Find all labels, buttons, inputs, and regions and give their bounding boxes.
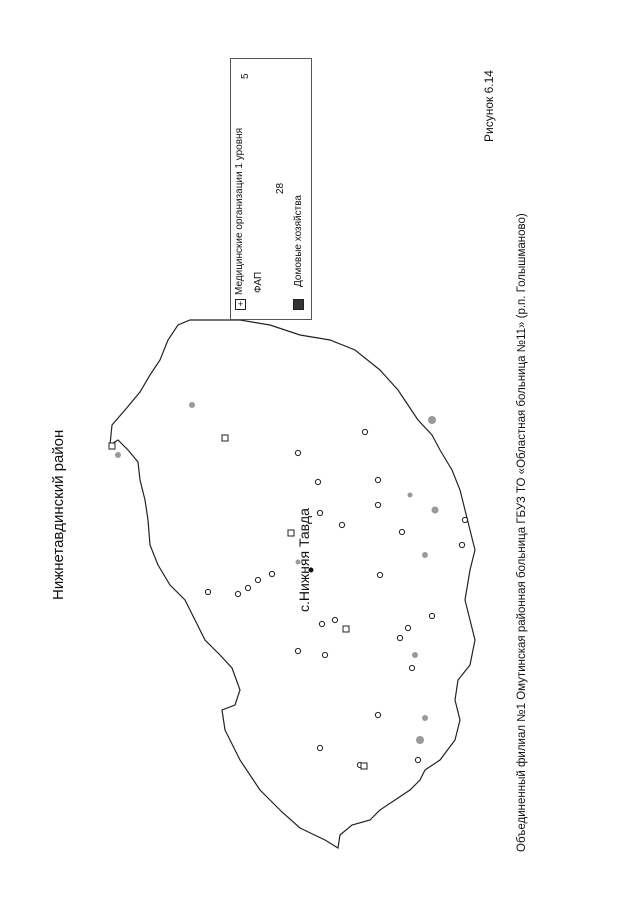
fap-marker	[415, 757, 420, 762]
fap-marker	[377, 572, 382, 577]
fap-marker	[295, 450, 300, 455]
fap-marker	[245, 585, 250, 590]
fap-marker	[409, 665, 414, 670]
fap-marker	[315, 479, 320, 484]
fap-marker	[397, 635, 402, 640]
legend-label-household: Домовые хозяйства	[293, 195, 304, 287]
medical-cross-icon: +	[235, 299, 246, 310]
fap-marker	[399, 529, 404, 534]
fap-marker	[375, 502, 380, 507]
household-icon	[293, 299, 304, 310]
fap-marker	[459, 542, 464, 547]
town-label: с.Нижняя Тавда	[296, 508, 312, 612]
fap-marker	[362, 429, 367, 434]
medical-org-marker	[288, 530, 294, 536]
medical-org-marker	[343, 626, 349, 632]
household-cluster	[408, 493, 413, 498]
household-cluster	[416, 736, 424, 744]
district-boundary	[110, 320, 475, 848]
household-cluster	[412, 652, 418, 658]
fap-marker	[375, 477, 380, 482]
fap-marker	[269, 571, 274, 576]
map-title: Нижнетавдинский район	[50, 429, 67, 600]
medical-org-marker	[361, 763, 367, 769]
fap-marker	[255, 577, 260, 582]
medical-org-marker	[222, 435, 228, 441]
household-cluster	[432, 507, 439, 514]
fap-marker	[375, 712, 380, 717]
fap-marker	[339, 522, 344, 527]
household-cluster	[189, 402, 195, 408]
medical-org-markers	[109, 435, 367, 769]
household-cluster	[428, 416, 436, 424]
legend-value-medical: 5	[240, 73, 251, 79]
fap-marker	[317, 510, 322, 515]
fap-marker	[205, 589, 210, 594]
fap-marker	[295, 648, 300, 653]
household-cluster	[422, 552, 428, 558]
household-cluster	[422, 715, 428, 721]
fap-marker	[317, 745, 322, 750]
map-legend	[230, 58, 312, 320]
fap-marker	[235, 591, 240, 596]
medical-org-marker	[109, 443, 115, 449]
legend-label-medical: Медицинские организации 1 уровня	[234, 128, 245, 295]
household-clusters	[115, 402, 439, 744]
fap-marker	[462, 517, 467, 522]
fap-marker	[322, 652, 327, 657]
fap-marker	[405, 625, 410, 630]
fap-marker	[429, 613, 434, 618]
footer-caption: Объединенный филиал №1 Омутинская районная больница ГБУЗ ТО «Областная больница №11» (р.п. Голышманово)	[516, 213, 528, 852]
legend-label-fap: ФАП	[253, 271, 264, 293]
legend-value-fap: 28	[275, 182, 286, 194]
fap-markers	[205, 429, 467, 767]
fap-marker	[319, 621, 324, 626]
fap-marker	[332, 617, 337, 622]
household-cluster	[115, 452, 121, 458]
figure-caption: Рисунок 6.14	[482, 70, 496, 142]
